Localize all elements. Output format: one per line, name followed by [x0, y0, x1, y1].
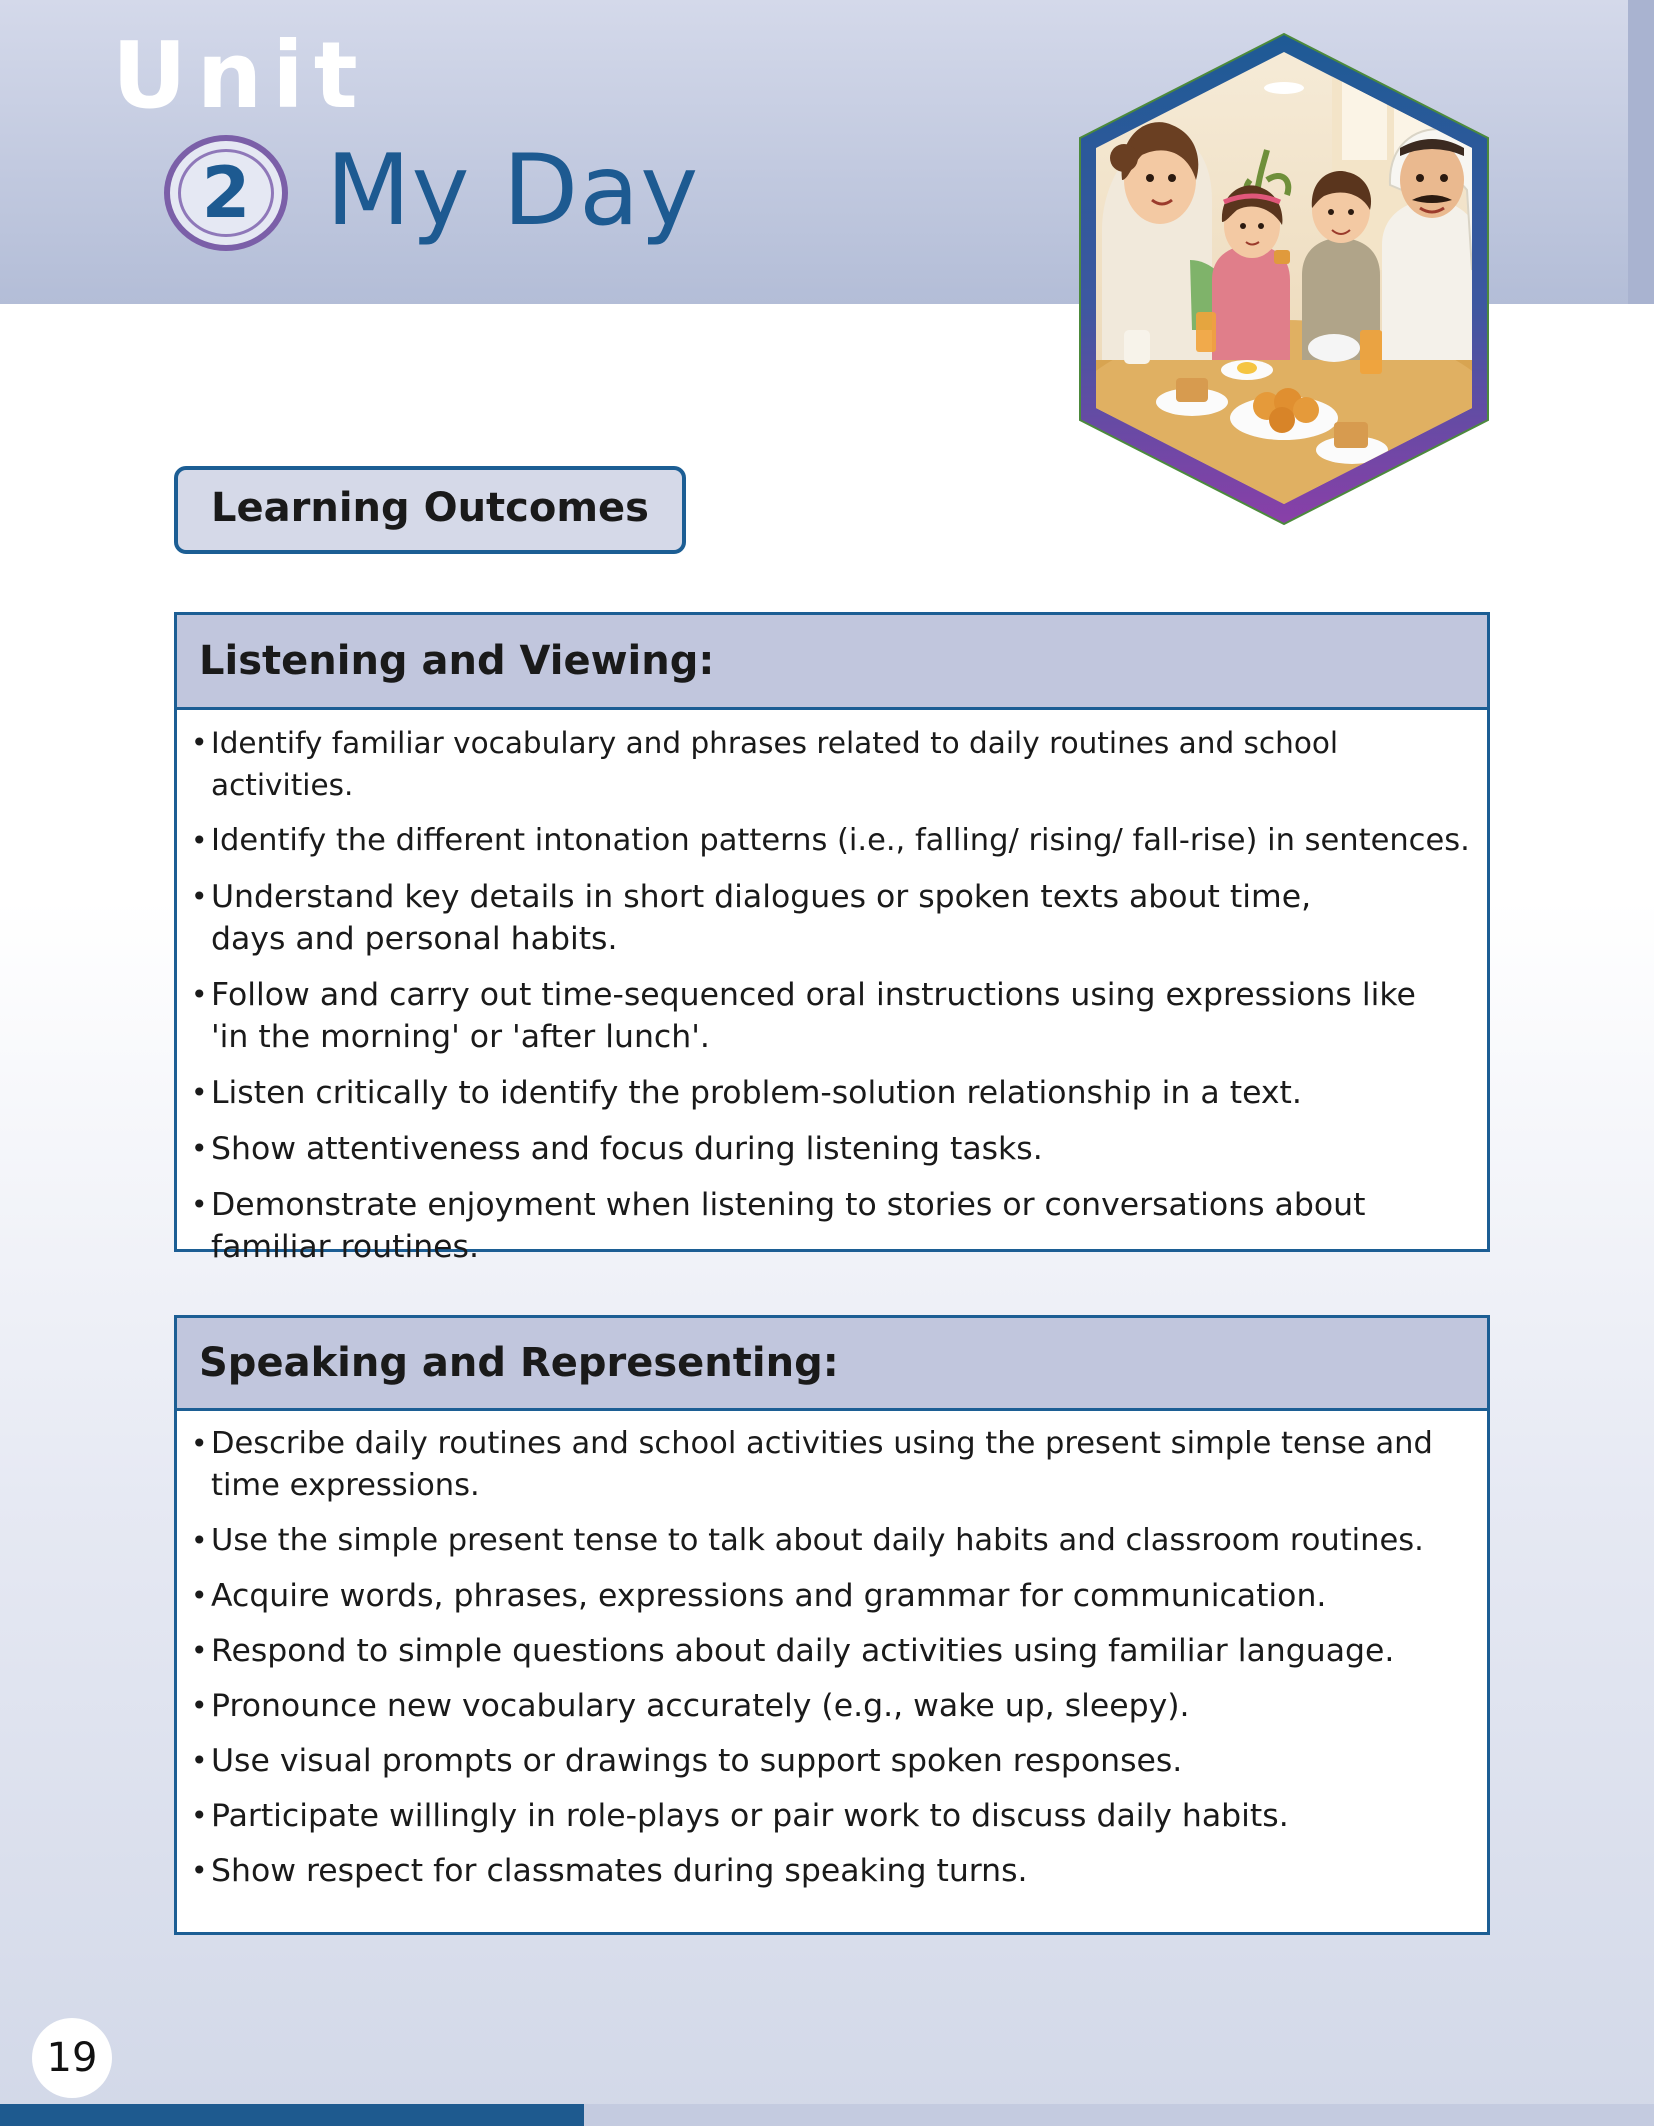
footer-bar-light [584, 2104, 1654, 2126]
family-breakfast-illustration [1062, 30, 1506, 530]
list-item: • Follow and carry out time-sequenced oral instructions using expressions like 'in the morning' or 'after lunch'. [187, 974, 1437, 1058]
learning-outcomes-label: Learning Outcomes [174, 466, 686, 554]
list-item: • Participate willingly in role-plays or pair work to discuss daily habits. [187, 1795, 1477, 1837]
page-number: 19 [32, 2018, 112, 2098]
list-item: • Identify familiar vocabulary and phrases related to daily routines and school activities. [187, 722, 1477, 806]
speaking-representing-box [174, 1315, 1490, 1935]
listening-viewing-box [174, 612, 1490, 1265]
list-item: • Demonstrate enjoyment when listening to stories or conversations about familiar routines. [187, 1184, 1407, 1268]
list-item: • Use the simple present tense to talk about daily habits and classroom routines. [187, 1520, 1477, 1562]
list-item: • Identify the different intonation patterns (i.e., falling/ rising/ fall-rise) in sentences. [187, 820, 1477, 862]
unit-title: My Day [326, 134, 700, 248]
footer-bar [0, 2104, 584, 2126]
unit-label: Unit [112, 22, 368, 129]
section-heading: Listening and Viewing: [177, 615, 1487, 710]
list-item: • Show attentiveness and focus during listening tasks. [187, 1128, 1477, 1170]
section-heading: Speaking and Representing: [177, 1318, 1487, 1411]
list-item: • Pronounce new vocabulary accurately (e.g., wake up, sleepy). [187, 1685, 1477, 1727]
list-item: • Use visual prompts or drawings to support spoken responses. [187, 1740, 1477, 1782]
unit-number: 2 [178, 149, 274, 237]
list-item: • Acquire words, phrases, expressions and grammar for communication. [187, 1575, 1477, 1617]
list-item: • Describe daily routines and school activities using the present simple tense and time expressions. [187, 1423, 1477, 1507]
unit-number-badge [164, 135, 288, 251]
list-item: • Understand key details in short dialogues or spoken texts about time, days and personal habits. [187, 876, 1327, 960]
list-item: • Show respect for classmates during speaking turns. [187, 1850, 1477, 1892]
list-item: • Respond to simple questions about daily activities using familiar language. [187, 1630, 1477, 1672]
list-item: • Listen critically to identify the problem-solution relationship in a text. [187, 1072, 1477, 1114]
outcomes-list [177, 1411, 1487, 1892]
outcomes-list [177, 710, 1487, 1268]
header-edge [1628, 0, 1654, 304]
